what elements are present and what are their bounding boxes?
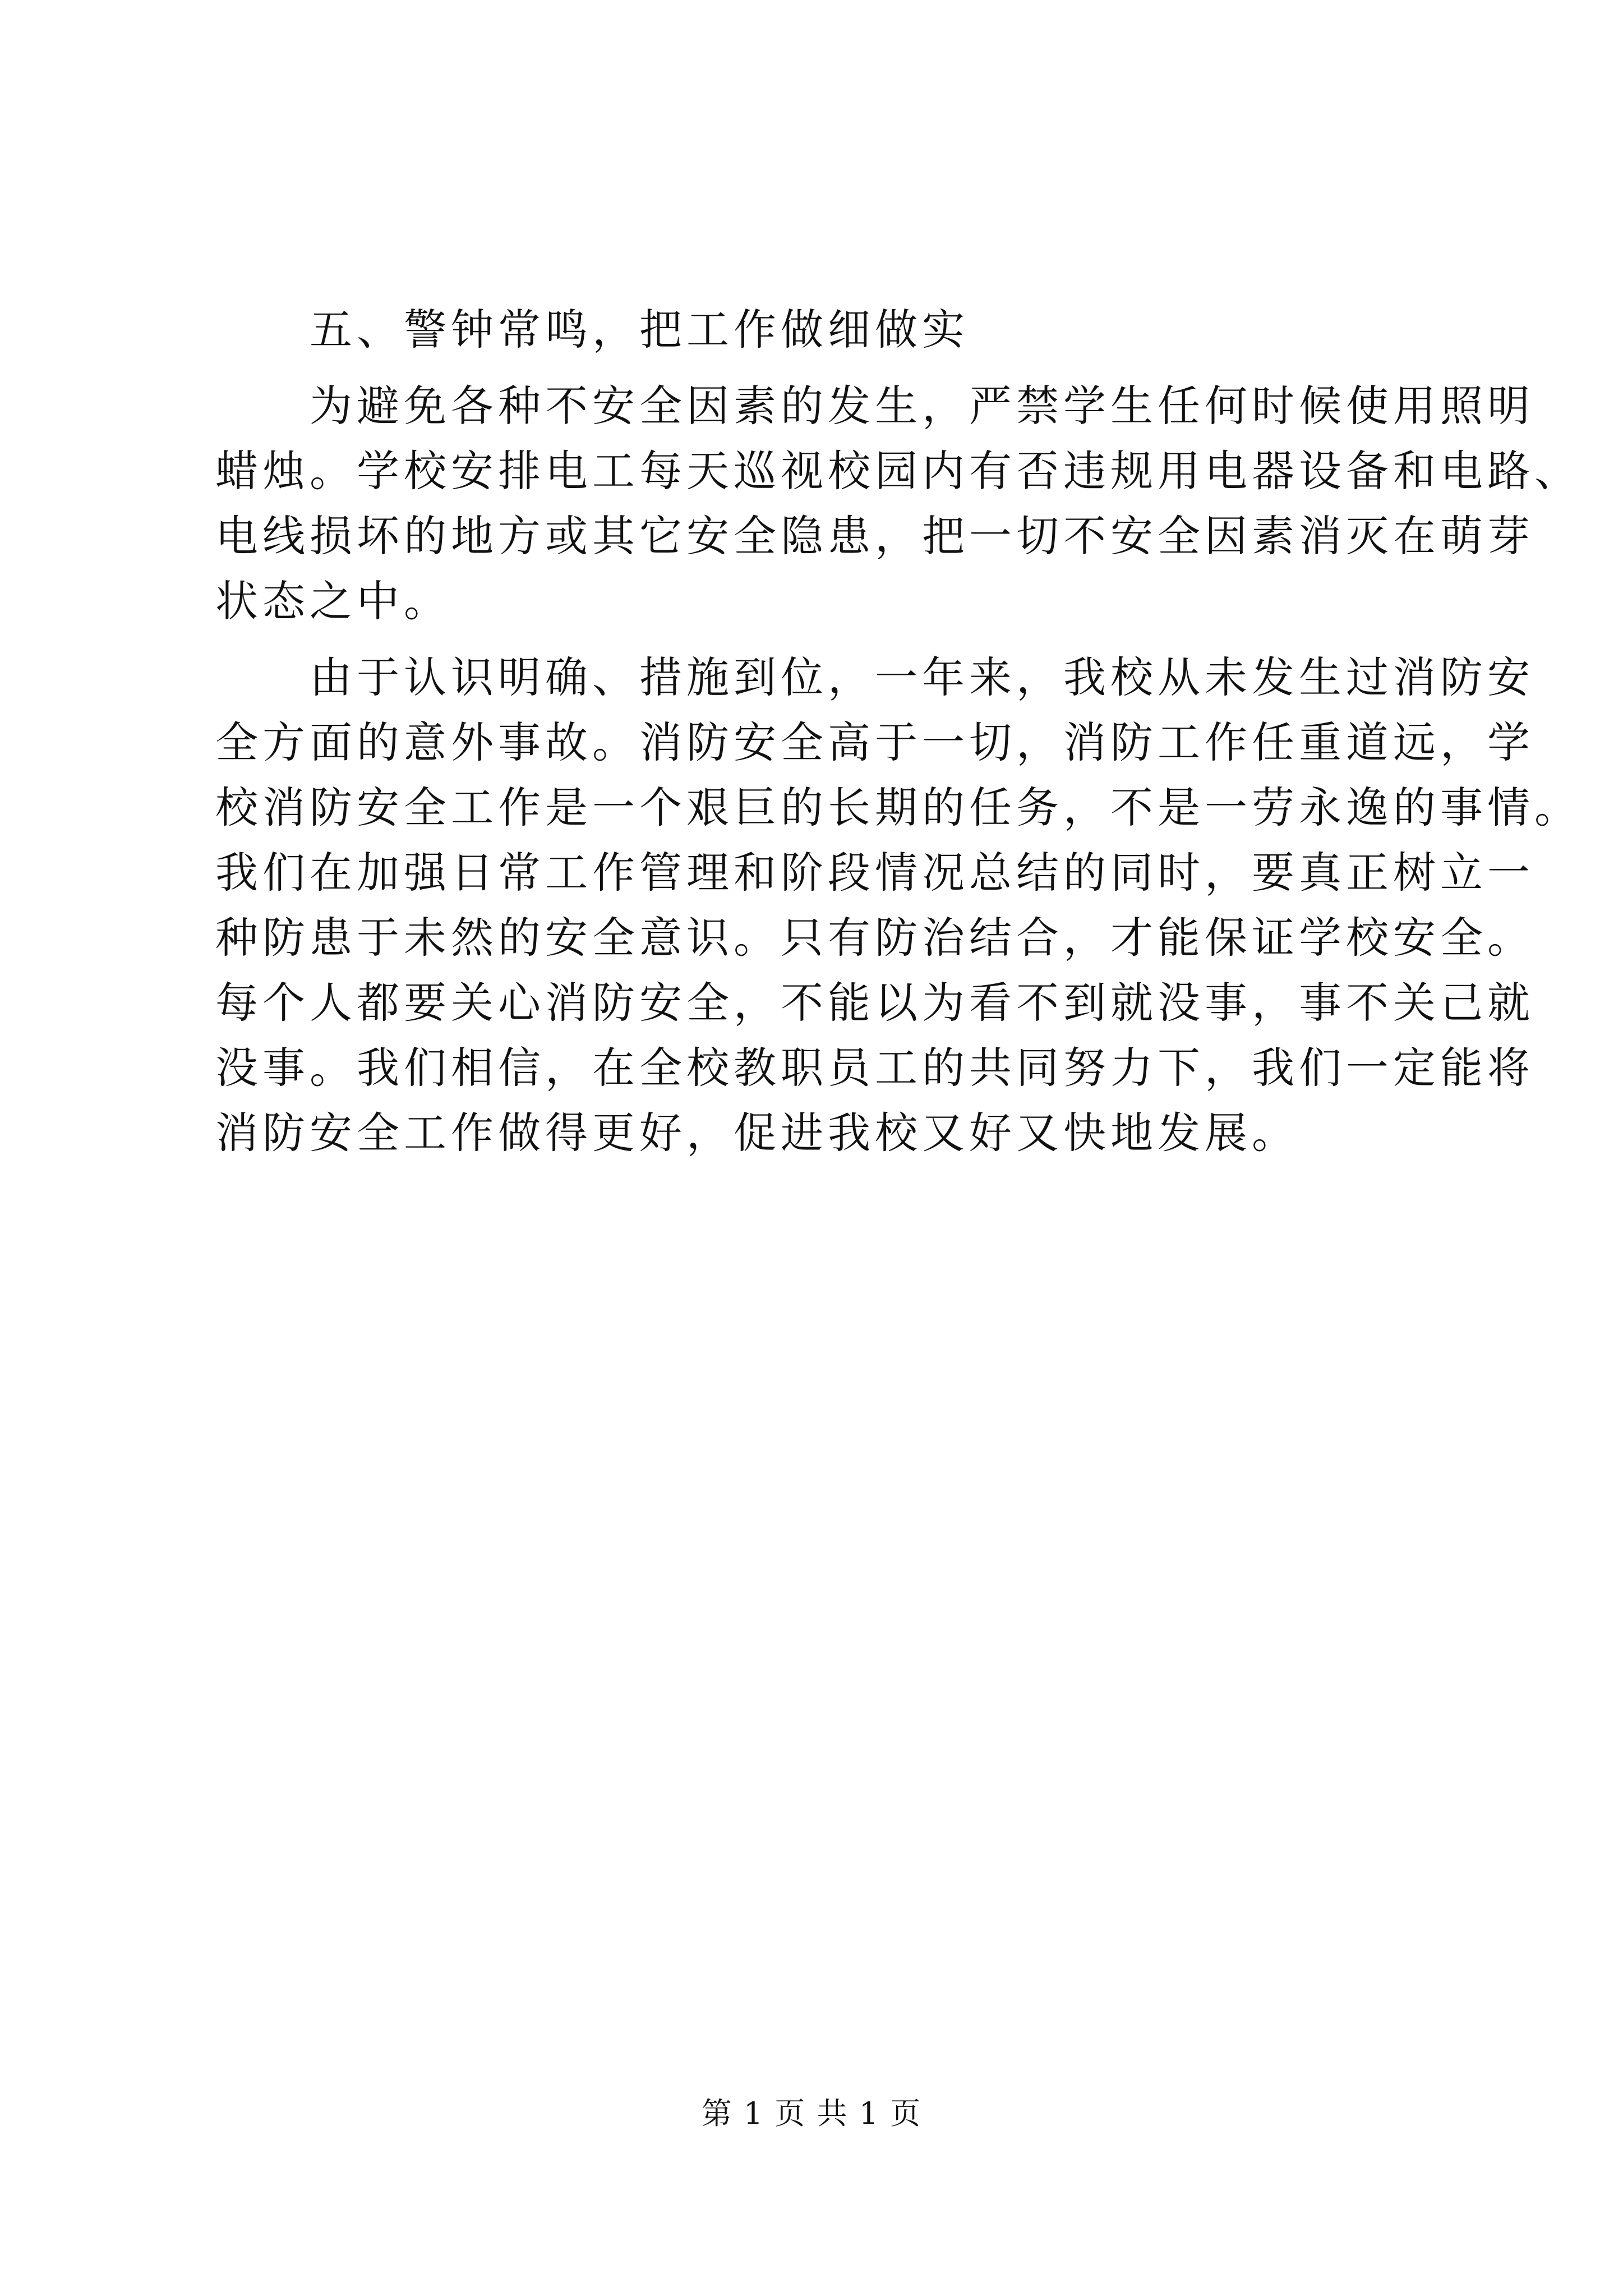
document-body: [215, 297, 1581, 1166]
paragraph-gap: [215, 634, 1505, 645]
paragraph-line: 种防患于未然的安全意识。只有防治结合，才能保证学校安全。: [215, 913, 1534, 963]
paragraph-line: 我们在加强日常工作管理和阶段情况总结的同时，要真正树立一: [215, 848, 1534, 898]
paragraph-line: 消防安全工作做得更好，促进我校又好又快地发展。: [215, 1108, 1299, 1158]
paragraph-gap: [215, 362, 1505, 374]
paragraph-line: 状态之中。: [215, 576, 451, 626]
paragraph-line: 由于认识明确、措施到位，一年来，我校从未发生过消防安: [310, 652, 1534, 702]
paragraph-line: 蜡烛。学校安排电工每天巡视校园内有否违规用电器设备和电路、: [215, 446, 1581, 496]
paragraph-line: 全方面的意外事故。消防安全高于一切，消防工作任重道远，学: [215, 717, 1534, 767]
paragraph-line: 每个人都要关心消防安全，不能以为看不到就没事，事不关己就: [215, 978, 1534, 1028]
section-heading: 五、警钟常鸣，把工作做细做实: [310, 305, 969, 355]
paragraph-1: [215, 374, 1581, 634]
paragraph-line: 为避免各种不安全因素的发生，严禁学生任何时候使用照明: [310, 381, 1534, 431]
paragraph-line: 校消防安全工作是一个艰巨的长期的任务，不是一劳永逸的事情。: [215, 783, 1581, 832]
paragraph-line: 电线损坏的地方或其它安全隐患，把一切不安全因素消灭在萌芽: [215, 511, 1534, 561]
paragraph-2: [215, 645, 1581, 1166]
page-footer: 第 1 页 共 1 页: [701, 2096, 922, 2131]
paragraph-line: 没事。我们相信，在全校教职员工的共同努力下，我们一定能将: [215, 1043, 1534, 1093]
